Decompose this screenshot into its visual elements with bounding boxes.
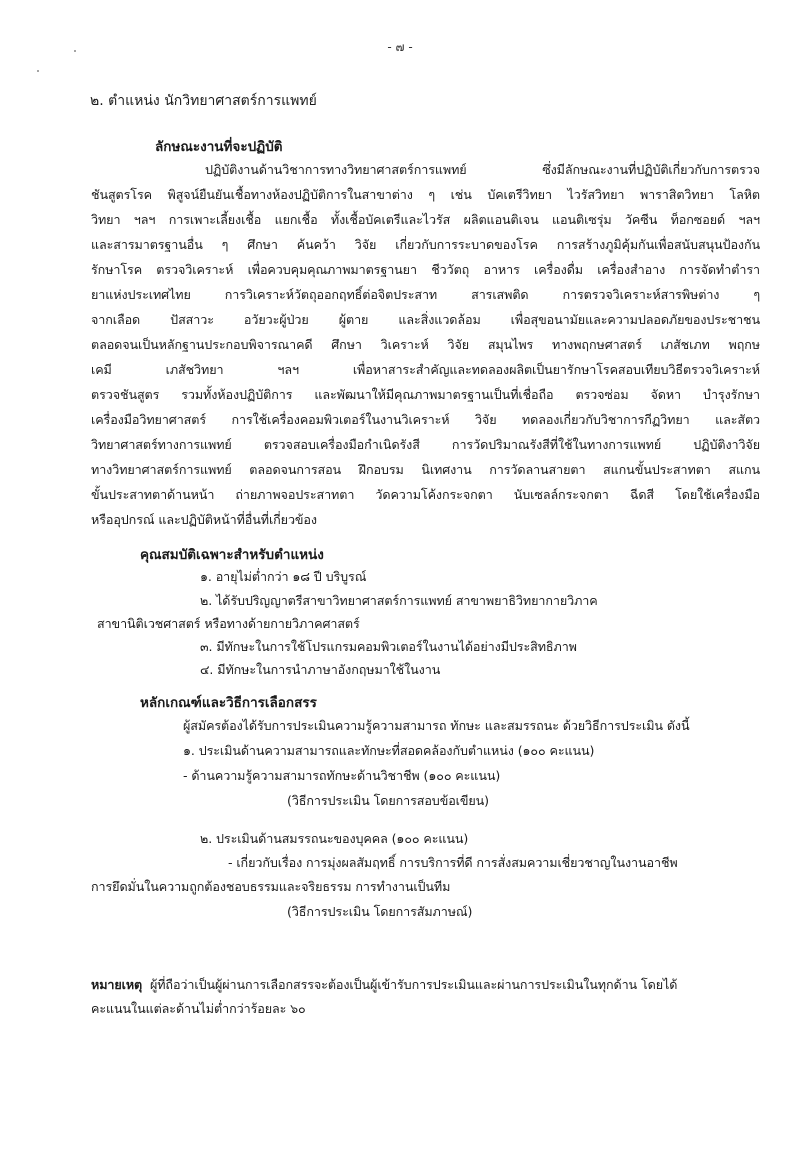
qualification-item: ๑. อายุไม่ต่ำกว่า ๑๘ ปี บริบูรณ์ (200, 569, 367, 584)
position-title: ๒. ตำแหน่ง นักวิทยาศาสตร์การแพทย์ (90, 93, 317, 109)
selection-criterion: ๑. ประเมินด้านความสามารถและทักษะที่สอดคล้องกับตำแหน่ง (๑๐๐ คะแนน) (183, 743, 595, 758)
duties-line: จากเลือด ปัสสาวะ อวัยวะผู้ป่วย ผู้ตาย และสิ่งแวดล้อม เพื่อสุขอนามัยและความปลอดภัยของประชาชน (91, 312, 760, 327)
duties-line: ตลอดจนเป็นหลักฐานประกอบพิจารณาคดี ศึกษา วิเคราะห์ วิจัย สมุนไพร ทางพฤกษศาสตร์ เภสัชเภท พฤกษ (91, 337, 760, 352)
duties-heading: ลักษณะงานที่จะปฏิบัติ (155, 139, 283, 155)
duties-line: ตรวจชันสูตร รวมทั้งห้องปฏิบัติการ และพัฒนาให้มีคุณภาพมาตรฐานเป็นที่เชื่อถือ ตรวจซ่อม จัดหา บำรุงรักษา (91, 387, 760, 402)
duties-line: ยาแห่งประเทศไทย การวิเคราะห์วัตถุออกฤทธิ์ต่อจิตประสาท สารเสพติด การตรวจวิเคราะห์สารพิษต่าง ๆ (91, 287, 760, 302)
duties-line: เคมี เภสัชวิทยา ฯลฯ เพื่อหาสาระสำคัญและทดลองผลิตเป็นยารักษาโรคสอบเทียบวิธีตรวจวิเคราะห์ (91, 362, 760, 377)
duties-line: หรืออุปกรณ์ และปฏิบัติหน้าที่อื่นที่เกี่ยวข้อง (91, 512, 317, 527)
page-number: - ๗ - (387, 40, 413, 54)
qualification-item: ๓. มีทักษะในการใช้โปรแกรมคอมพิวเตอร์ในงานได้อย่างมีประสิทธิภาพ (200, 639, 577, 654)
duties-line: ชันสูตรโรค พิสูจน์ยืนยันเชื้อทางห้องปฏิบัติการในสาขาต่าง ๆ เช่น บัคเตรีวิทยา ไวรัสวิทยา พาราสิตวิทยา โลหิต (91, 187, 760, 202)
duties-line: วิทยา ฯลฯ การเพาะเลี้ยงเชื้อ แยกเชื้อ ทั้งเชื้อบัคเตรีและไวรัส ผลิตแอนติเจน แอนติเซรุ่ม วัคซีน ท็อกซอยด์ ฯลฯ (91, 212, 760, 227)
selection-method: (วิธีการประเมิน โดยการสอบข้อเขียน) (287, 793, 489, 808)
note-line (91, 975, 760, 995)
selection-intro: ผู้สมัครต้องได้รับการประเมินความรู้ความสามารถ ทักษะ และสมรรถนะ ด้วยวิธีการประเมิน ดังนี้ (183, 718, 690, 733)
selection-subcriterion-continuation: การยึดมั่นในความถูกต้องชอบธรรมและจริยธรรม การทำงานเป็นทีม (91, 879, 451, 894)
note-text: ผู้ที่ถือว่าเป็นผู้ผ่านการเลือกสรรจะต้องเป็นผู้เข้ารับการประเมินและผ่านการประเมินในทุกด้าน โดยได้ (149, 977, 678, 992)
note-line: คะแนนในแต่ละด้านไม่ต่ำกว่าร้อยละ ๖๐ (91, 1001, 306, 1016)
duties-line: เครื่องมือวิทยาศาสตร์ การใช้เครื่องคอมพิวเตอร์ในงานวิเคราะห์ วิจัย ทดลองเกี่ยวกับวิชาการกีฏวิทยา และสัตว (91, 412, 760, 427)
scan-speck (37, 70, 39, 72)
qualification-item: ๒. ได้รับปริญญาตรีสาขาวิทยาศาสตร์การแพทย์ สาขาพยาธิวิทยากายวิภาค (200, 593, 598, 608)
selection-subcriterion: - เกี่ยวกับเรื่อง การมุ่งผลสัมฤทธิ์ การบริการที่ดี การสั่งสมความเชี่ยวชาญในงานอาชีพ (228, 855, 678, 870)
duties-line: ขั้นประสาทตาด้านหน้า ถ่ายภาพจอประสาทตา วัดความโค้งกระจกตา นับเซลล์กระจกตา ฉีดสี โดยใช้เครื่องมือ (91, 487, 760, 502)
note-label: หมายเหตุ (91, 977, 143, 992)
duties-line: วิทยาศาสตร์ทางการแพทย์ ตรวจสอบเครื่องมือกำเนิดรังสี การวัดปริมาณรังสีที่ใช้ในทางการแพทย์ ปฏิบัติงาวิจัย (91, 437, 760, 452)
selection-method: (วิธีการประเมิน โดยการสัมภาษณ์) (287, 904, 473, 919)
qualification-item: ๔. มีทักษะในการนำภาษาอังกฤษมาใช้ในงาน (200, 662, 441, 677)
selection-subcriterion: - ด้านความรู้ความสามารถทักษะด้านวิชาชีพ (๑๐๐ คะแนน) (183, 768, 501, 783)
duties-line: รักษาโรค ตรวจวิเคราะห์ เพื่อควบคุมคุณภาพมาตรฐานยา ชีววัตถุ อาหาร เครื่องดื่ม เครื่องสำอาง การจัดทำตำรา (91, 262, 760, 277)
qualification-item-continuation: สาขานิติเวชศาสตร์ หรือทางด้ายกายวิภาคศาสตร์ (97, 616, 360, 631)
duties-line: และสารมาตรฐานอื่น ๆ ศึกษา ค้นคว้า วิจัย เกี่ยวกับการระบาดของโรค การสร้างภูมิคุ้มกันเพื่อสนับสนุนป้องกัน (91, 237, 760, 252)
qualifications-heading: คุณสมบัติเฉพาะสำหรับตำแหน่ง (140, 547, 324, 563)
selection-criterion: ๒. ประเมินด้านสมรรถนะของบุคคล (๑๐๐ คะแนน) (200, 831, 469, 846)
selection-heading: หลักเกณฑ์และวิธีการเลือกสรร (140, 695, 317, 711)
duties-line: ทางวิทยาศาสตร์การแพทย์ ตลอดจนการสอน ฝึกอบรม นิเทศงาน การวัดลานสายตา สแกนขั้นประสาทตา สแกน (91, 462, 760, 477)
duties-line: ปฏิบัติงานด้านวิชาการทางวิทยาศาสตร์การแพทย์ ซึ่งมีลักษณะงานที่ปฏิบัติเกี่ยวกับการตรวจ (205, 162, 760, 177)
